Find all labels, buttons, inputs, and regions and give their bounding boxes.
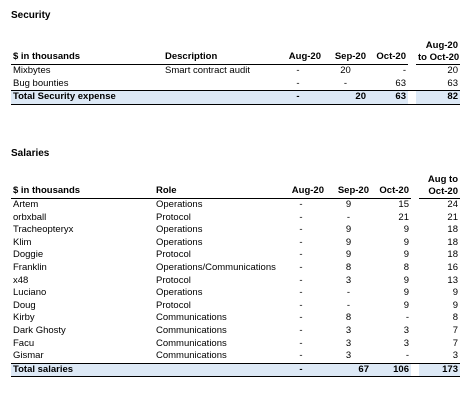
security-header-oct: Oct-20 <box>368 40 408 65</box>
salaries-row-total: 24 <box>447 199 458 210</box>
salaries-row-label: Doggie <box>13 249 44 261</box>
salaries-header-label: $ in thousands <box>11 174 154 199</box>
salaries-row-oct: - <box>405 312 409 324</box>
salaries-row-aug: - <box>299 274 303 286</box>
salaries-header-aug: Aug-20 <box>276 174 326 199</box>
salaries-row-role: Communications <box>156 324 227 336</box>
security-total-oct: 63 <box>368 91 408 105</box>
salaries-row-oct: - <box>405 350 409 362</box>
salaries-row-sep: - <box>346 287 351 299</box>
salaries-row-total: 18 <box>447 224 458 236</box>
salaries-row-aug: - <box>299 337 303 349</box>
salaries-row-oct: 8 <box>403 261 409 273</box>
salaries-row-sep: - <box>346 211 351 223</box>
salaries-row-oct: 9 <box>403 299 409 311</box>
salaries-header-row <box>11 174 460 199</box>
salaries-row-total: 9 <box>452 287 458 299</box>
salaries-row-oct: 3 <box>403 337 409 349</box>
salaries-row-aug: - <box>299 236 303 248</box>
security-total-total: 82 <box>416 91 460 105</box>
salaries-row-sep: 3 <box>345 337 352 349</box>
security-section-title: Security <box>11 10 51 21</box>
salaries-rows <box>11 199 460 364</box>
salaries-total-aug: - <box>276 363 326 377</box>
salaries-row-role: Communications <box>156 350 227 362</box>
salaries-row-aug: - <box>299 350 303 362</box>
salaries-row-label: Klim <box>13 236 32 248</box>
salaries-row-label: Doug <box>13 299 36 311</box>
salaries-total-total: 173 <box>419 363 460 377</box>
security-header-label: $ in thousands <box>11 40 163 65</box>
salaries-total-row <box>11 363 460 377</box>
salaries-row-role: Protocol <box>156 274 191 286</box>
salaries-row-label: Facu <box>13 337 35 349</box>
salaries-total-label: Total salaries <box>11 363 154 377</box>
security-row-oct: 63 <box>395 77 406 89</box>
salaries-row-role: Communications <box>156 312 227 324</box>
salaries-row-total: 7 <box>452 324 458 336</box>
security-header-row <box>11 40 460 65</box>
salaries-row-role: Operations <box>156 199 203 210</box>
security-row-description: Smart contract audit <box>165 65 251 76</box>
security-row-total: 63 <box>447 77 458 89</box>
salaries-row-sep: 9 <box>345 249 352 261</box>
table-row <box>11 65 460 78</box>
salaries-header-total-line2: Oct-20 <box>428 186 458 197</box>
salaries-row-sep: 9 <box>345 236 352 248</box>
security-row-aug: - <box>296 77 300 89</box>
table-row <box>11 325 460 338</box>
salaries-row-label: Dark Ghosty <box>13 324 66 336</box>
security-header-description: Description <box>163 40 273 65</box>
salaries-row-oct: 9 <box>403 224 409 236</box>
salaries-row-role: Operations <box>156 287 203 299</box>
salaries-row-oct: 9 <box>403 249 409 261</box>
table-row <box>11 237 460 250</box>
salaries-row-role: Operations <box>156 224 203 236</box>
salaries-header-role: Role <box>154 174 276 199</box>
salaries-row-oct: 21 <box>398 211 409 223</box>
salaries-header-total-line1: Aug to <box>427 174 458 185</box>
salaries-row-sep: 9 <box>345 199 352 210</box>
security-header-aug: Aug-20 <box>273 40 323 65</box>
salaries-row-role: Protocol <box>156 249 191 261</box>
salaries-table <box>11 174 460 377</box>
salaries-row-total: 9 <box>452 299 458 311</box>
salaries-row-label: orbxball <box>13 211 47 223</box>
salaries-row-total: 18 <box>447 236 458 248</box>
salaries-row-aug: - <box>299 324 303 336</box>
salaries-row-role: Operations/Communications <box>156 261 276 273</box>
salaries-row-aug: - <box>299 224 303 236</box>
table-row <box>11 287 460 300</box>
salaries-total-sep: 67 <box>326 363 371 377</box>
security-header-total-line1: Aug-20 <box>425 40 458 51</box>
table-row <box>11 249 460 262</box>
security-header-total-line2: to Oct-20 <box>418 52 460 63</box>
security-rows <box>11 65 460 91</box>
salaries-row-label: Gismar <box>13 350 44 362</box>
security-row-label: Bug bounties <box>13 77 69 89</box>
salaries-row-oct: 9 <box>403 287 409 299</box>
salaries-row-role: Communications <box>156 337 227 349</box>
salaries-row-aug: - <box>299 299 303 311</box>
salaries-row-total: 8 <box>452 312 458 324</box>
table-row <box>11 300 460 313</box>
table-row <box>11 312 460 325</box>
table-row <box>11 224 460 237</box>
salaries-row-aug: - <box>299 312 303 324</box>
salaries-header-total <box>419 174 460 199</box>
salaries-row-label: Franklin <box>13 261 47 273</box>
security-total-row <box>11 91 460 105</box>
salaries-total-oct: 106 <box>371 363 411 377</box>
salaries-header-oct: Oct-20 <box>371 174 411 199</box>
security-header-total <box>416 40 460 65</box>
salaries-row-aug: - <box>299 261 303 273</box>
table-row <box>11 78 460 91</box>
table-row <box>11 212 460 225</box>
salaries-row-total: 16 <box>447 261 458 273</box>
security-row-sep: 20 <box>340 65 351 76</box>
salaries-header-sep: Sep-20 <box>326 174 371 199</box>
salaries-row-sep: - <box>346 299 351 311</box>
security-table <box>11 40 460 105</box>
security-total-label: Total Security expense <box>11 91 163 105</box>
salaries-row-sep: 3 <box>345 350 352 362</box>
table-row <box>11 275 460 288</box>
salaries-row-sep: 3 <box>345 324 352 336</box>
security-row-aug: - <box>296 65 300 76</box>
salaries-row-label: Tracheopteryx <box>13 224 74 236</box>
security-row-oct: - <box>402 65 406 76</box>
salaries-row-label: Kirby <box>13 312 35 324</box>
salaries-section-title: Salaries <box>11 148 50 159</box>
salaries-row-label: x48 <box>13 274 29 286</box>
salaries-row-sep: 9 <box>345 224 352 236</box>
salaries-row-total: 18 <box>447 249 458 261</box>
salaries-row-label: Artem <box>13 199 39 210</box>
salaries-row-aug: - <box>299 249 303 261</box>
security-total-sep: 20 <box>323 91 368 105</box>
salaries-row-oct: 9 <box>403 236 409 248</box>
security-header-sep: Sep-20 <box>323 40 368 65</box>
table-row <box>11 338 460 351</box>
salaries-row-sep: 3 <box>345 274 352 286</box>
salaries-row-aug: - <box>299 211 303 223</box>
salaries-row-role: Protocol <box>156 211 191 223</box>
salaries-row-total: 7 <box>452 337 458 349</box>
salaries-row-sep: 8 <box>345 312 352 324</box>
security-row-total: 20 <box>447 65 458 76</box>
salaries-row-oct: 9 <box>403 274 409 286</box>
salaries-row-label: Luciano <box>13 287 47 299</box>
salaries-row-total: 3 <box>452 350 458 362</box>
security-row-description <box>163 78 273 91</box>
salaries-row-aug: - <box>299 287 303 299</box>
salaries-row-role: Operations <box>156 236 203 248</box>
table-row <box>11 262 460 275</box>
table-row <box>11 350 460 363</box>
salaries-row-total: 21 <box>447 211 458 223</box>
salaries-row-sep: 8 <box>345 261 352 273</box>
security-row-sep: - <box>343 77 348 89</box>
security-row-label: Mixbytes <box>13 65 51 76</box>
salaries-row-aug: - <box>299 199 303 210</box>
salaries-row-role: Protocol <box>156 299 191 311</box>
security-total-aug: - <box>273 91 323 105</box>
table-row <box>11 199 460 212</box>
salaries-row-oct: 3 <box>403 324 409 336</box>
salaries-row-oct: 15 <box>398 199 409 210</box>
salaries-row-total: 13 <box>447 274 458 286</box>
